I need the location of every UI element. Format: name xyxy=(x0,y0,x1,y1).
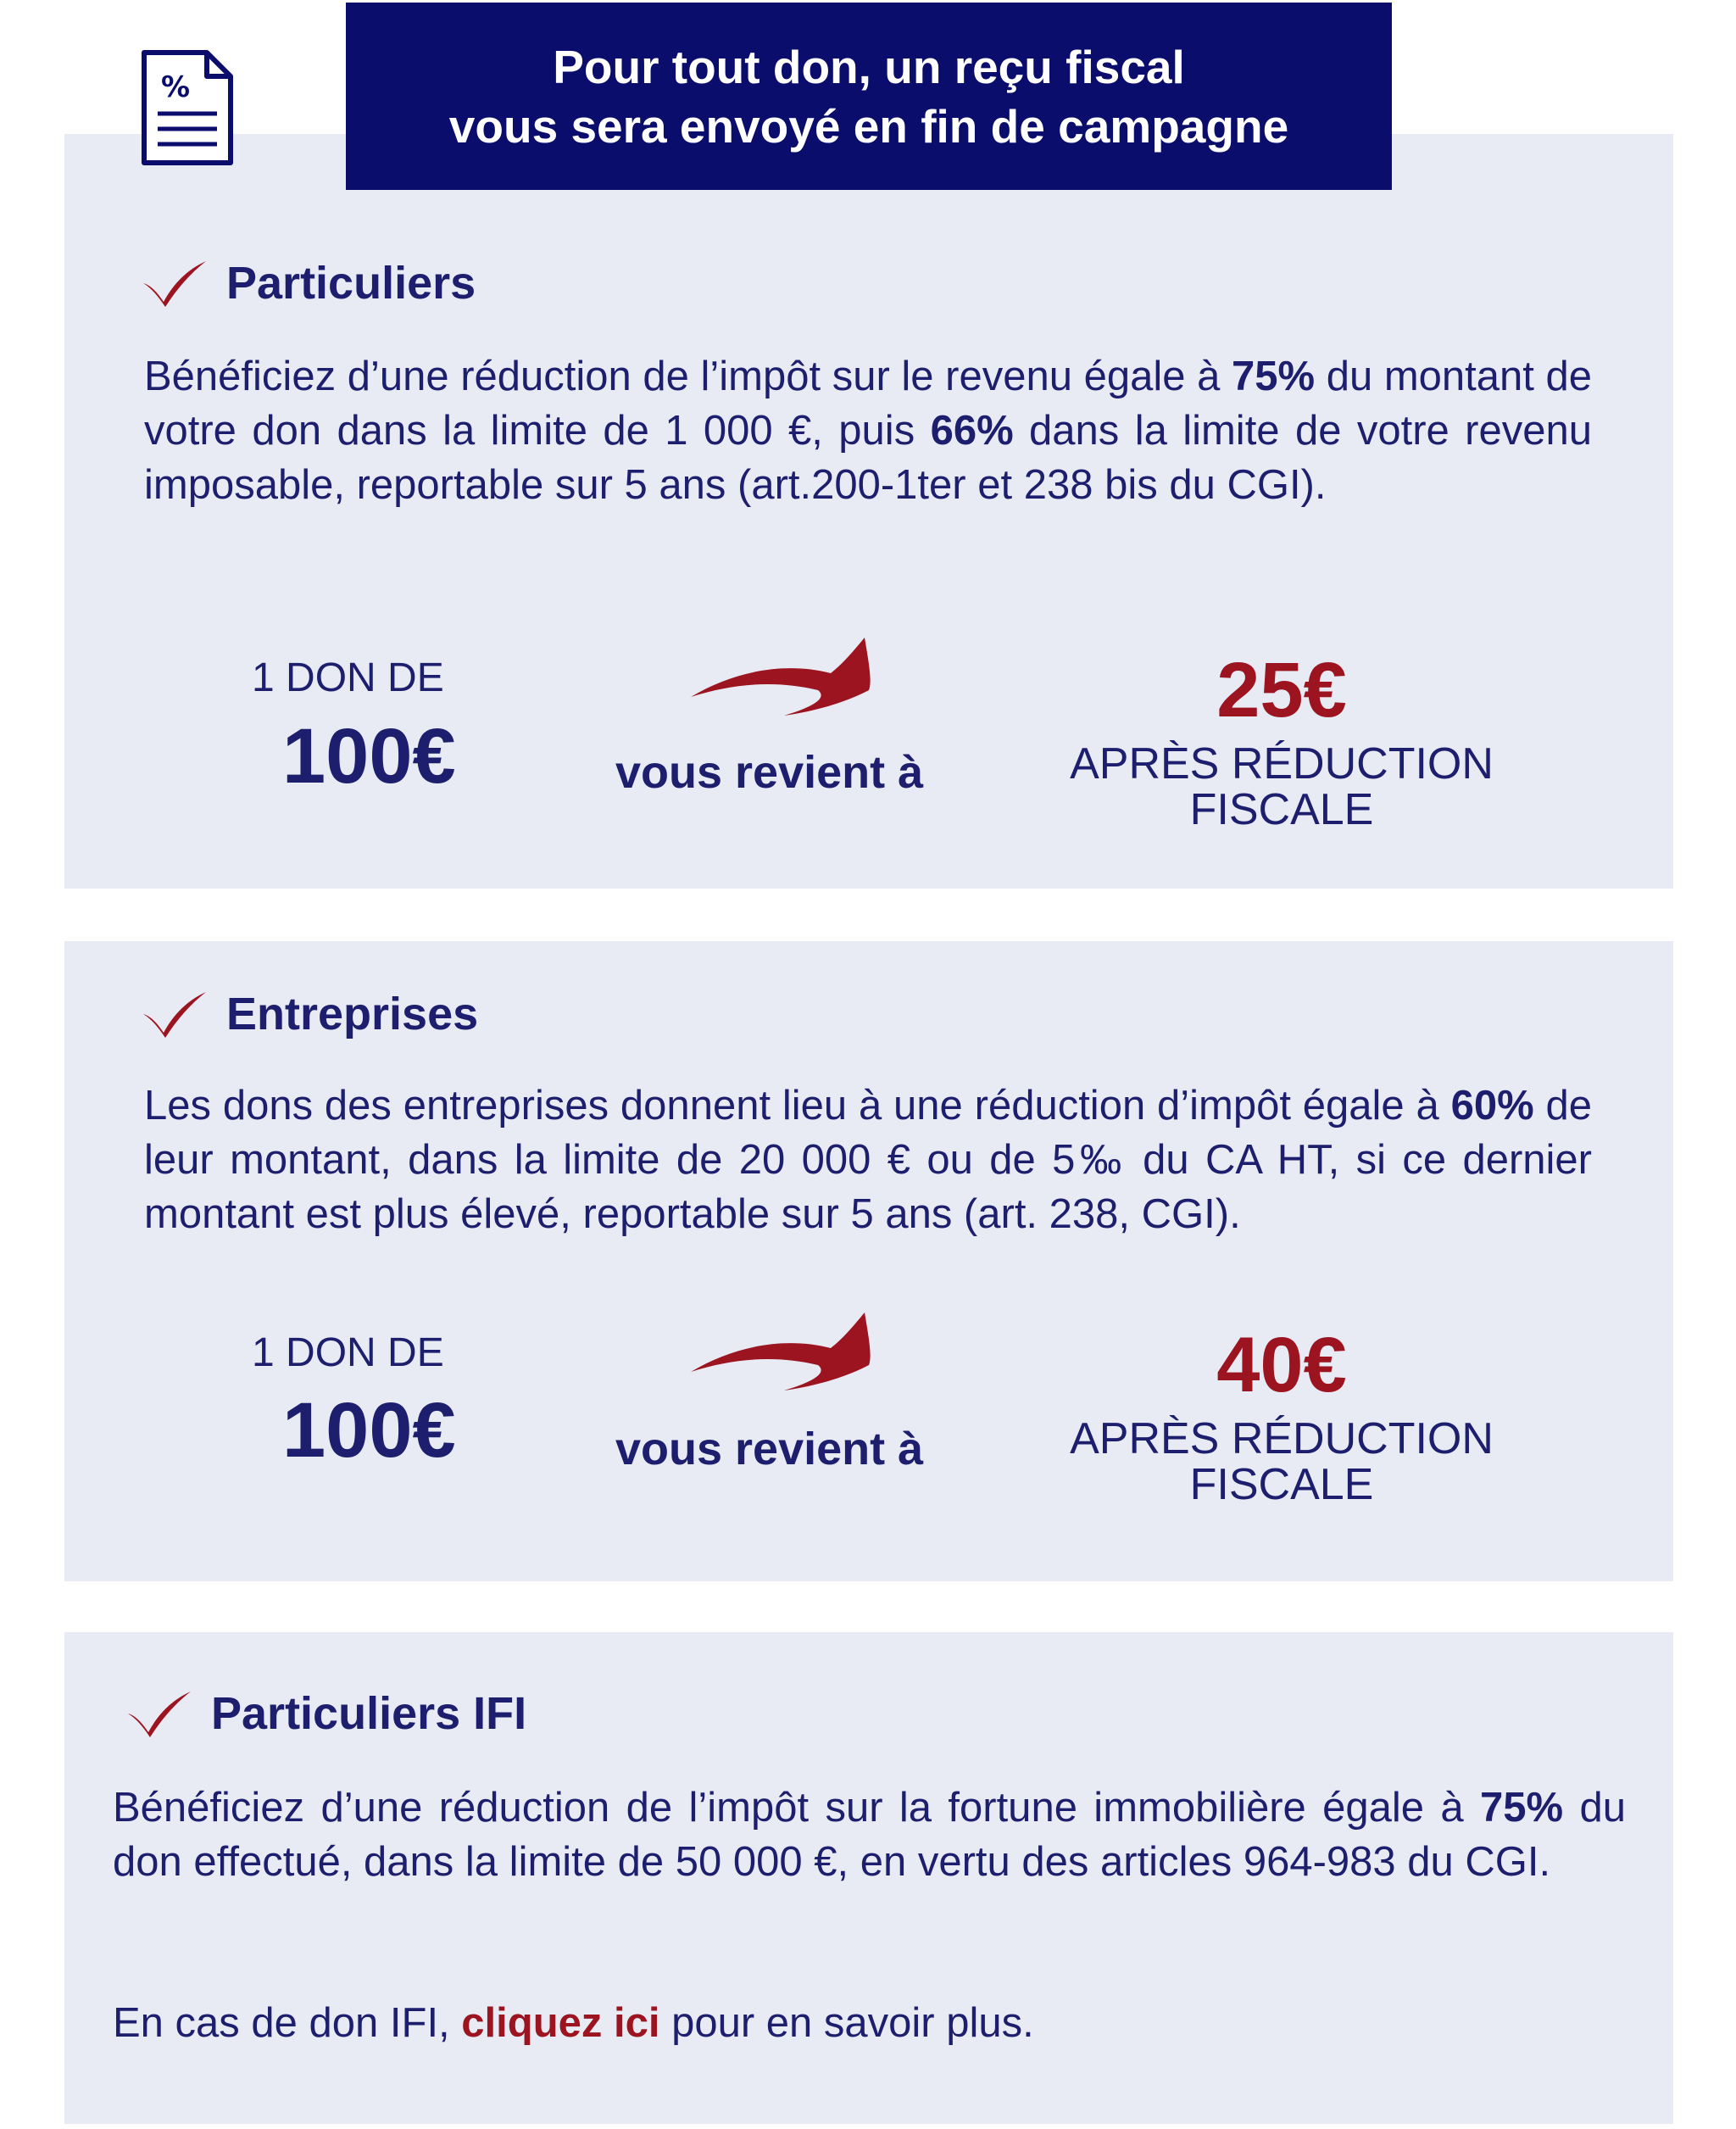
text-part: du don effectué, dans la limite de 50 000 €, en vertu des articles 964-983 du CGI. xyxy=(113,1785,1626,1885)
don-amount: 100€ xyxy=(282,1387,456,1474)
bird-arrow-icon xyxy=(691,638,882,731)
text-part: de leur montant, dans la limite de 20 000 € ou de 5‰ du CA HT, si ce dernier montant est plus élevé, reportable sur 5 ans (art. 238, CGI). xyxy=(144,1083,1592,1237)
particuliers-text xyxy=(144,349,1592,512)
pct-66: 66% xyxy=(930,408,1014,454)
apres-line-2: FISCALE xyxy=(1189,1460,1374,1509)
bird-arrow-icon xyxy=(691,1313,882,1406)
don-label: 1 DON DE xyxy=(252,655,444,700)
revient-label: vous revient à xyxy=(615,747,924,798)
ifi-title: Particuliers IFI xyxy=(211,1688,527,1739)
text-part: pour en savoir plus. xyxy=(659,2000,1034,2046)
text-part: En cas de don IFI, xyxy=(113,2000,462,2046)
don-label: 1 DON DE xyxy=(252,1330,444,1375)
banner-line-2: vous sera envoyé en fin de campagne xyxy=(448,99,1289,153)
apres-line-2: FISCALE xyxy=(1189,785,1374,834)
result-amount: 40€ xyxy=(1216,1322,1347,1408)
pct-60: 60% xyxy=(1450,1083,1534,1129)
apres-reduction xyxy=(1044,1416,1519,1508)
ifi-heading xyxy=(125,1687,526,1740)
receipt-banner xyxy=(346,3,1392,190)
text-part: dans la limite de votre revenu imposable, reportable sur 5 ans (art.200-1ter et 238 bis du CGI). xyxy=(144,408,1592,508)
ifi-text xyxy=(113,1781,1626,1889)
don-amount: 100€ xyxy=(282,713,456,800)
checkmark-icon xyxy=(140,989,208,1039)
text-part: Bénéficiez d’une réduction de l’impôt sur le revenu égale à xyxy=(144,354,1232,399)
entreprises-title: Entreprises xyxy=(226,989,479,1039)
checkmark-icon xyxy=(140,258,208,309)
apres-line-1: APRÈS RÉDUCTION xyxy=(1070,739,1494,789)
text-part: du montant de votre don dans la limite de 1 000 €, puis xyxy=(144,354,1592,454)
particuliers-heading xyxy=(140,257,476,309)
revient-label: vous revient à xyxy=(615,1424,924,1474)
checkmark-icon xyxy=(125,1688,192,1739)
cliquez-ici-link[interactable]: cliquez ici xyxy=(461,2000,660,2046)
apres-line-1: APRÈS RÉDUCTION xyxy=(1070,1414,1494,1463)
pct-75: 75% xyxy=(1232,354,1316,399)
text-part: Les dons des entreprises donnent lieu à une réduction d’impôt égale à xyxy=(144,1083,1451,1129)
result-amount: 25€ xyxy=(1216,647,1347,733)
apres-reduction xyxy=(1044,741,1519,833)
entreprises-heading xyxy=(140,988,478,1040)
text-part: Bénéficiez d’une réduction de l’impôt sur la fortune immobilière égale à xyxy=(113,1785,1481,1831)
entreprises-text xyxy=(144,1078,1592,1241)
banner-line-1: Pour tout don, un reçu fiscal xyxy=(553,40,1185,93)
receipt-percent-icon xyxy=(141,49,234,166)
svg-text:%: % xyxy=(161,70,191,104)
particuliers-title: Particuliers xyxy=(226,258,476,309)
ifi-cta xyxy=(113,1996,1626,2050)
pct-75: 75% xyxy=(1480,1785,1564,1831)
